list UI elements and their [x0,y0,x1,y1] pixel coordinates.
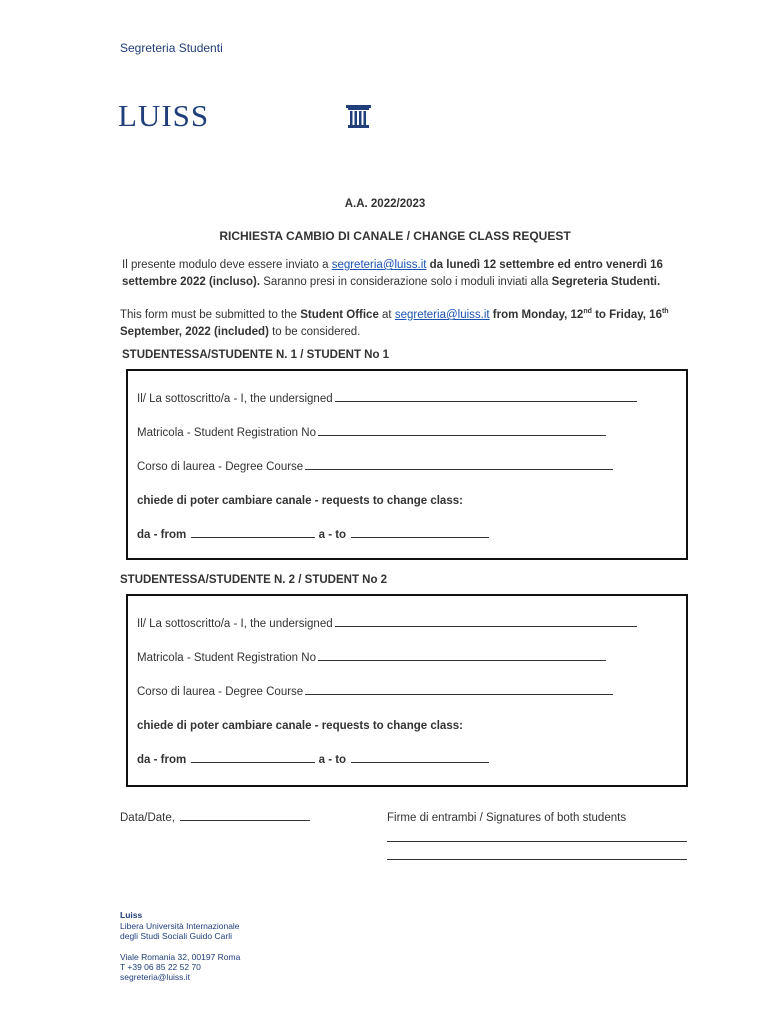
undersigned-field[interactable]: Il/ La sottoscritto/a - I, the undersigned [137,393,637,405]
email-link[interactable]: segreteria@luiss.it [331,259,427,271]
student-2-form [126,594,688,787]
footer-line: Libera Università Internazionale [120,921,240,931]
footer-address: Viale Romania 32, 00197 Roma [120,952,241,962]
department-name: Segreteria Studenti [120,41,223,55]
footer-email[interactable]: segreteria@luiss.it [120,972,191,982]
degree-course-field[interactable]: Corso di laurea - Degree Course [137,686,613,698]
luiss-logo: LUISS [118,98,210,133]
signature-line-1[interactable] [387,841,687,842]
from-to-field[interactable]: da - from a - to [137,529,489,541]
footer-line: degli Studi Sociali Guido Carli [120,931,232,941]
student-2-heading: STUDENTESSA/STUDENTE N. 2 / STUDENT No 2 [120,574,388,586]
footer-phone: T +39 06 85 22 52 70 [120,962,201,972]
academic-year: A.A. 2022/2023 [344,198,426,210]
intro-italian: Il presente modulo deve essere inviato a segreteria@luiss.it da lunedì 12 settembre ed entro venerdì 16 settembre 2022 (incluso). Saranno presi in considerazione solo i moduli inviati alla Segreteria Studenti. [122,259,663,288]
undersigned-field[interactable]: Il/ La sottoscritto/a - I, the undersigned [137,618,637,630]
student-1-heading: STUDENTESSA/STUDENTE N. 1 / STUDENT No 1 [122,349,390,361]
change-request-text: chiede di poter cambiare canale - requests to change class: [137,495,463,507]
footer-name: Luiss [120,910,143,920]
degree-course-field[interactable]: Corso di laurea - Degree Course [137,461,613,473]
signatures-label: Firme di entrambi / Signatures of both students [387,812,627,824]
student-1-form [126,369,688,560]
change-request-text: chiede di poter cambiare canale - requests to change class: [137,720,463,732]
matricola-field[interactable]: Matricola - Student Registration No [137,427,606,439]
matricola-field[interactable]: Matricola - Student Registration No [137,652,606,664]
column-logo-icon [345,103,372,130]
date-field[interactable]: Data/Date, [120,812,310,824]
document-title: RICHIESTA CAMBIO DI CANALE / CHANGE CLASS REQUEST [219,229,571,243]
from-to-field[interactable]: da - from a - to [137,754,489,766]
email-link[interactable]: segreteria@luiss.it [394,308,490,321]
signature-line-2[interactable] [387,859,687,860]
intro-english: This form must be submitted to the Student Office at segreteria@luiss.it from Monday, 12nd to Friday, 16th September, 2022 (included) to be considered. [120,308,669,338]
